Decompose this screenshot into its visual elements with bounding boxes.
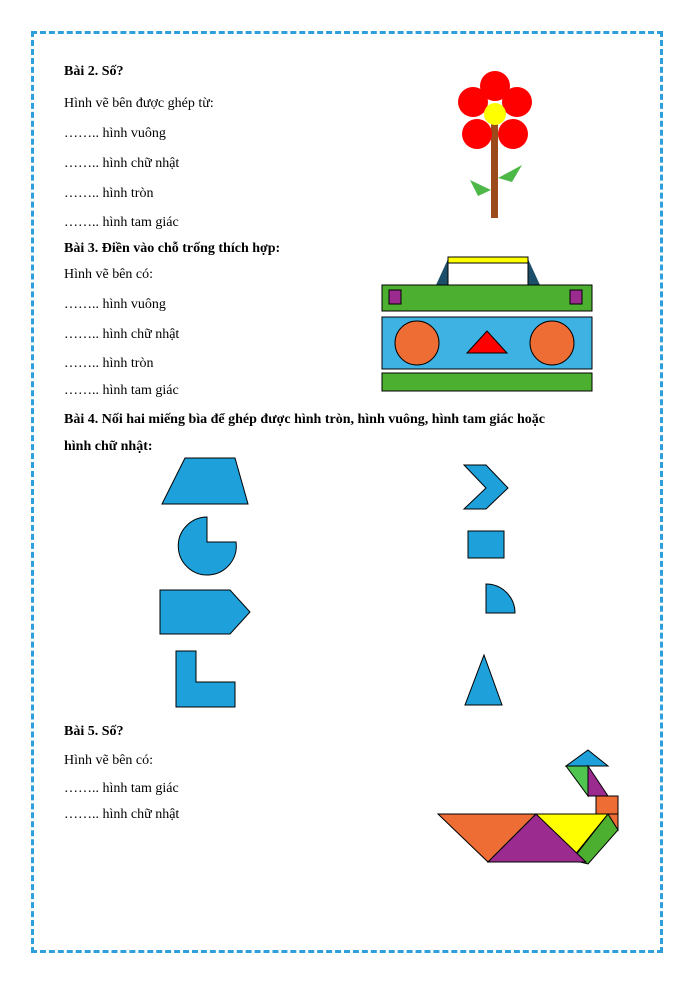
radio-figure [380, 255, 600, 395]
card-chevron [464, 465, 508, 509]
card-pentagon [160, 590, 250, 634]
flower-stem [491, 118, 498, 218]
bai4-title-line1: Bài 4. Nối hai miếng bìa để ghép được hình tròn, hình vuông, hình tam giác hoặc [64, 412, 545, 427]
swan-figure [436, 748, 626, 868]
bai4-title-line2: hình chữ nhật: [64, 439, 153, 454]
card-square [468, 531, 504, 558]
radio-handle-right [528, 259, 540, 285]
radio-bottom-bar [382, 373, 592, 391]
flower-leaf-left [470, 180, 491, 196]
swan-head-green [566, 766, 588, 796]
radio-speaker-left [395, 321, 439, 365]
radio-handle-top [448, 257, 528, 263]
flower-petal [502, 87, 532, 117]
radio-square-right [570, 290, 582, 304]
flower-petal [498, 119, 528, 149]
card-circle-three-quarters [178, 517, 236, 575]
swan-hat [566, 750, 608, 766]
bai2-item-square: …….. hình vuông [64, 126, 166, 141]
bai2-title: Bài 2. Số? [64, 64, 124, 79]
bai3-title: Bài 3. Điền vào chỗ trống thích hợp: [64, 241, 281, 256]
radio-speaker-right [530, 321, 574, 365]
card-trapezoid [162, 458, 248, 504]
bai5-item-triangle: …….. hình tam giác [64, 781, 179, 796]
flower-figure [440, 68, 550, 223]
bai2-item-rectangle: …….. hình chữ nhật [64, 156, 180, 171]
bai3-item-rectangle: …….. hình chữ nhật [64, 327, 180, 342]
radio-top-bar [382, 285, 592, 311]
bai3-intro: Hình vẽ bên có: [64, 267, 154, 282]
swan-head-purple [588, 766, 608, 796]
bai3-item-triangle: …….. hình tam giác [64, 383, 179, 398]
flower-center [484, 103, 506, 125]
bai2-item-triangle: …….. hình tam giác [64, 215, 179, 230]
radio-handle-left [436, 259, 448, 285]
radio-square-left [389, 290, 401, 304]
flower-leaf-right [498, 165, 522, 182]
bai5-intro: Hình vẽ bên có: [64, 753, 154, 768]
bai5-item-rectangle: …….. hình chữ nhật [64, 807, 180, 822]
card-quarter-circle [486, 584, 515, 613]
bai2-item-circle: …….. hình tròn [64, 186, 154, 201]
swan-neck-orange-top [596, 796, 618, 814]
bai5-title: Bài 5. Số? [64, 724, 124, 739]
bai2-intro: Hình vẽ bên được ghép từ: [64, 96, 214, 111]
bai3-item-square: …….. hình vuông [64, 297, 166, 312]
card-triangle [465, 655, 502, 705]
bai4-cards [150, 455, 530, 715]
bai3-item-circle: …….. hình tròn [64, 356, 154, 371]
card-l-shape [176, 651, 235, 707]
flower-petal [462, 119, 492, 149]
